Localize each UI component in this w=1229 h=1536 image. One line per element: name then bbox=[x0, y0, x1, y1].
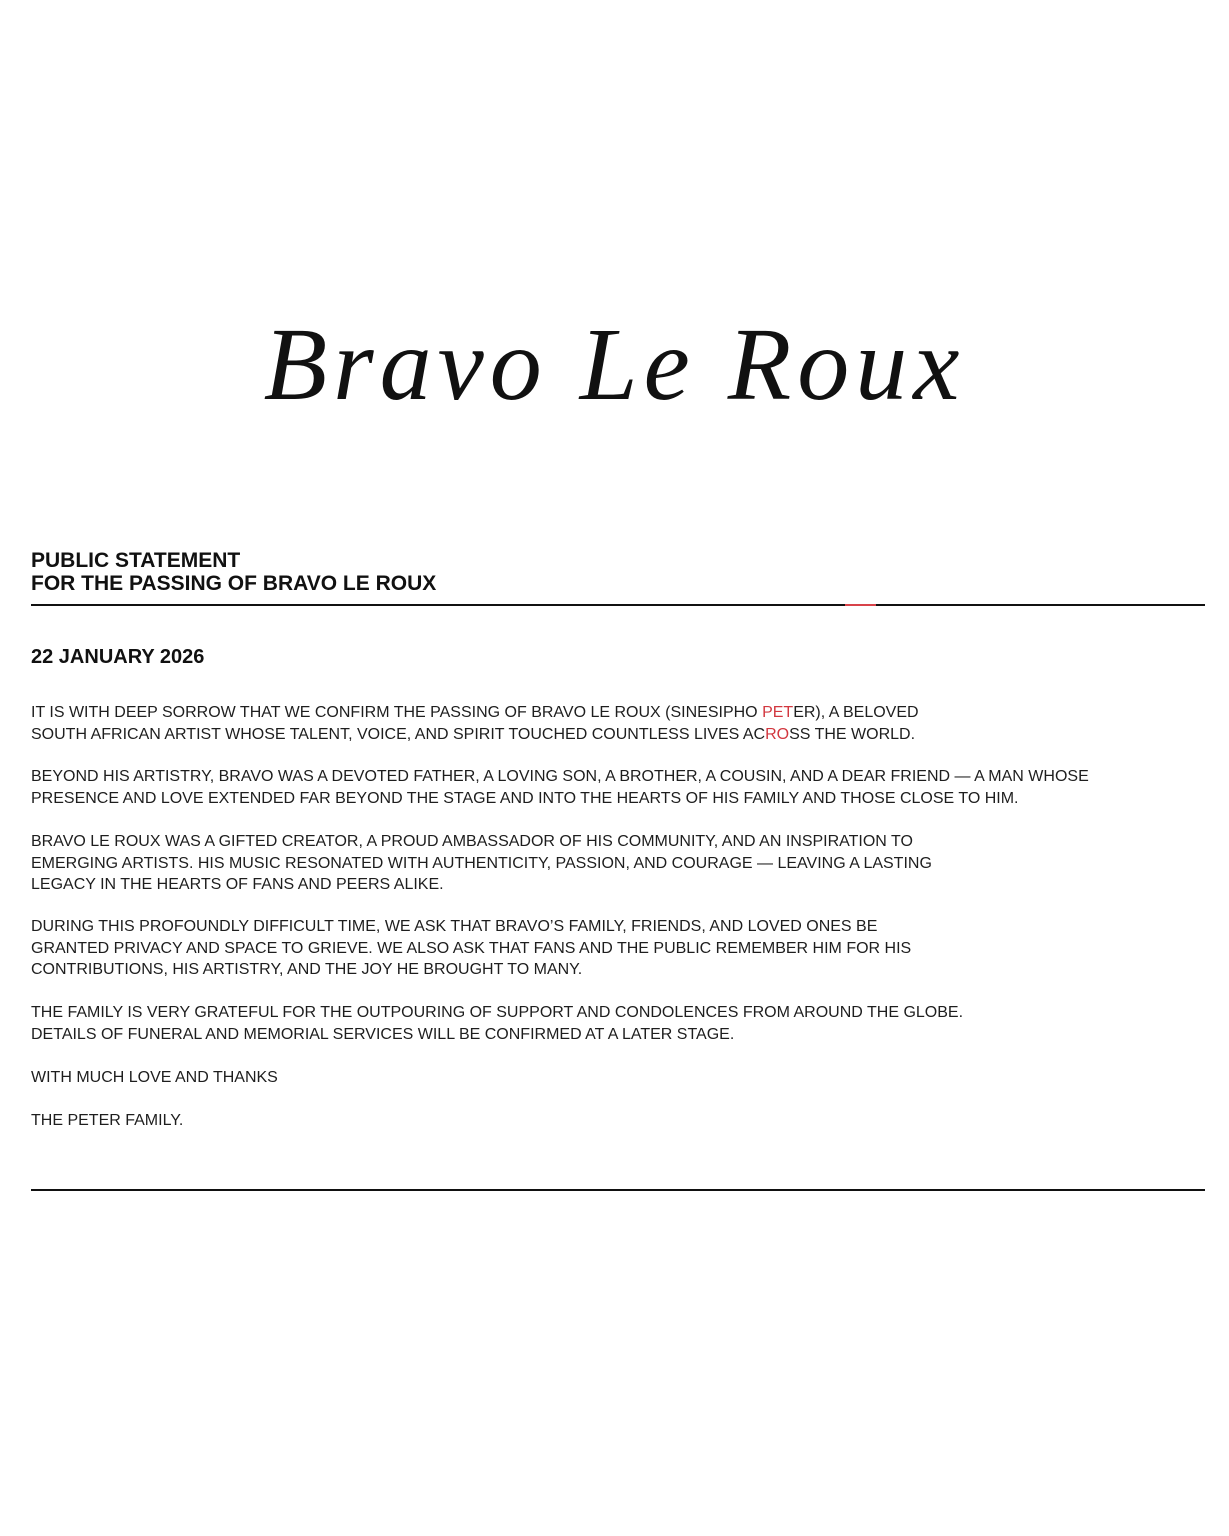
heading-line-1: PUBLIC STATEMENT bbox=[31, 549, 241, 572]
heading-line-2: FOR THE PASSING OF BRAVO LE ROUX bbox=[31, 572, 437, 595]
top-divider bbox=[31, 604, 1205, 606]
paragraph-line: DURING THIS PROFOUNDLY DIFFICULT TIME, WE ASK THAT BRAVO’S FAMILY, FRIENDS, AND LOVED ONES BE bbox=[31, 918, 878, 935]
text-segment: SS THE WORLD. bbox=[789, 725, 916, 743]
paragraph-line: THE PETER FAMILY. bbox=[31, 1112, 184, 1129]
paragraph-line: DETAILS OF FUNERAL AND MEMORIAL SERVICES WILL BE CONFIRMED AT A LATER STAGE. bbox=[31, 1025, 735, 1043]
paragraph-line: WITH MUCH LOVE AND THANKS bbox=[31, 1069, 278, 1086]
paragraph-privacy-request bbox=[31, 916, 911, 981]
bottom-divider bbox=[31, 1189, 1205, 1191]
paragraph-announcement bbox=[31, 702, 919, 745]
highlighted-text: PET bbox=[762, 704, 794, 721]
closing-line bbox=[31, 1067, 278, 1089]
red-accent-mark bbox=[845, 604, 876, 606]
highlighted-text: RO bbox=[765, 725, 790, 743]
paragraph-line: PRESENCE AND LOVE EXTENDED FAR BEYOND THE STAGE AND INTO THE HEARTS OF HIS FAMILY AND THOSE CLOSE TO HIM. bbox=[31, 789, 1019, 807]
statement-date: 22 JANUARY 2026 bbox=[31, 646, 205, 668]
paragraph-line: THE FAMILY IS VERY GRATEFUL FOR THE OUTPOURING OF SUPPORT AND CONDOLENCES FROM AROUND THE GLOBE. bbox=[31, 1004, 964, 1021]
paragraph-gratitude bbox=[31, 1002, 963, 1045]
paragraph-line: BEYOND HIS ARTISTRY, BRAVO WAS A DEVOTED FATHER, A LOVING SON, A BROTHER, A COUSIN, AND A DEAR FRIEND — A MAN WHOSE bbox=[31, 768, 1089, 785]
brand-logo: Bravo Le Roux bbox=[263, 307, 966, 422]
paragraph-line: LEGACY IN THE HEARTS OF FANS AND PEERS ALIKE. bbox=[31, 876, 444, 893]
paragraph-family bbox=[31, 766, 1089, 809]
paragraph-line bbox=[31, 724, 919, 746]
paragraph-line: GRANTED PRIVACY AND SPACE TO GRIEVE. WE ALSO ASK THAT FANS AND THE PUBLIC REMEMBER HIM FOR HIS bbox=[31, 939, 912, 957]
paragraph-line: BRAVO LE ROUX WAS A GIFTED CREATOR, A PROUD AMBASSADOR OF HIS COMMUNITY, AND AN INSPIRATION TO bbox=[31, 833, 913, 850]
text-segment: ER), A BELOVED bbox=[793, 704, 919, 721]
signature-line bbox=[31, 1110, 183, 1132]
text-segment: SOUTH AFRICAN ARTIST WHOSE TALENT, VOICE, AND SPIRIT TOUCHED COUNTLESS LIVES AC bbox=[31, 725, 766, 743]
paragraph-line: CONTRIBUTIONS, HIS ARTISTRY, AND THE JOY HE BROUGHT TO MANY. bbox=[31, 961, 583, 978]
text-segment: IT IS WITH DEEP SORROW THAT WE CONFIRM THE PASSING OF BRAVO LE ROUX (SINESIPHO bbox=[31, 704, 763, 721]
statement-heading bbox=[31, 549, 436, 595]
paragraph-line bbox=[31, 702, 919, 724]
paragraph-legacy bbox=[31, 831, 932, 896]
paragraph-line: EMERGING ARTISTS. HIS MUSIC RESONATED WITH AUTHENTICITY, PASSION, AND COURAGE — LEAVING A LASTING bbox=[31, 854, 932, 872]
